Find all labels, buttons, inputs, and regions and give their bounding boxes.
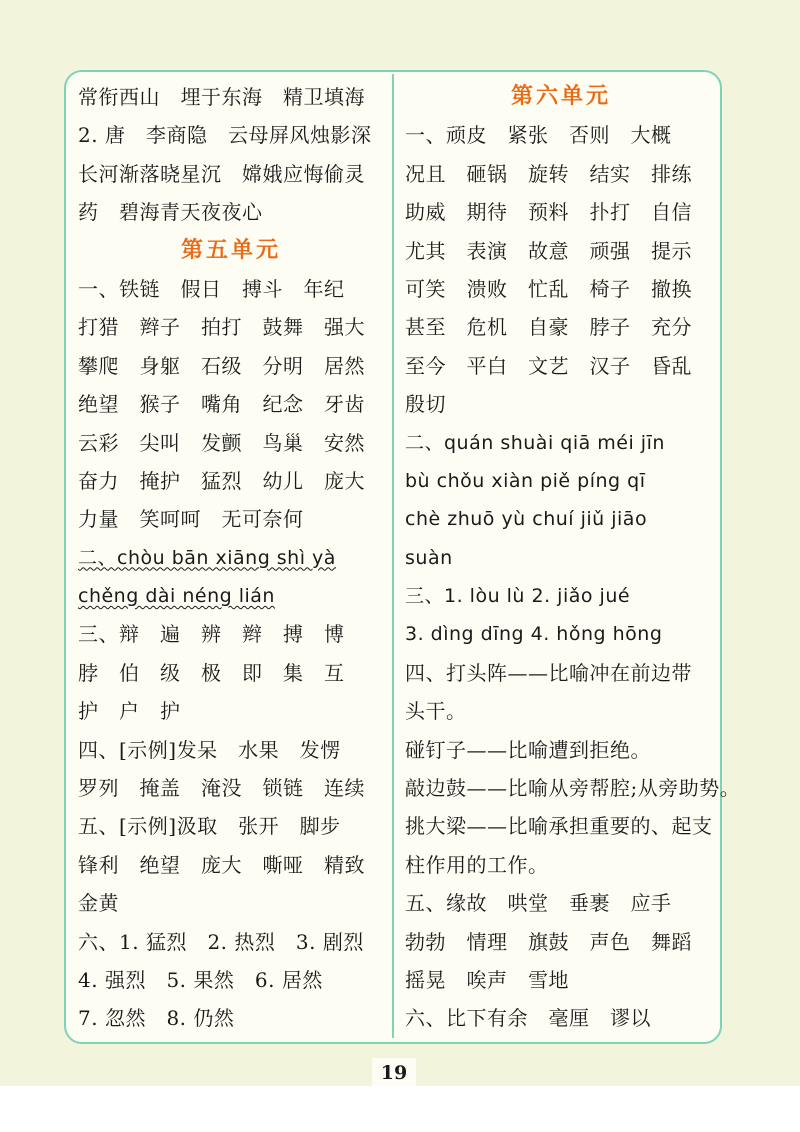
answer-line: 挑大梁——比喻承担重要的、起支 bbox=[405, 814, 713, 839]
pinyin-line bbox=[78, 539, 384, 577]
unit-heading: 第五单元 bbox=[180, 237, 281, 263]
answer-line: 脖 伯 级 极 即 集 互 bbox=[78, 660, 345, 685]
pinyin-line: suàn bbox=[405, 546, 453, 569]
answer-line: 2. 唐 李商隐 云母屏风烛影深 bbox=[78, 123, 372, 148]
answer-line: 头干。 bbox=[405, 699, 467, 724]
pinyin-line: 三、1. lòu lù 2. jiǎo jué bbox=[405, 585, 631, 608]
answer-line: 一、铁链 假日 搏斗 年纪 bbox=[78, 276, 345, 301]
answer-line: 况且 砸锅 旋转 结实 排练 bbox=[405, 161, 692, 186]
pinyin-line: chè zhuō yù chuí jiǔ jiāo bbox=[405, 508, 648, 531]
answer-line: 勃勃 情理 旗鼓 声色 舞蹈 bbox=[405, 929, 692, 954]
answer-line: 至今 平白 文艺 汉子 昏乱 bbox=[405, 353, 692, 378]
answer-line: 云彩 尖叫 发颤 鸟巢 安然 bbox=[78, 430, 365, 455]
unit-heading: 第六单元 bbox=[510, 84, 611, 109]
answer-line: 尤其 表演 故意 顽强 提示 bbox=[405, 238, 692, 263]
answer-line: 金黄 bbox=[78, 891, 119, 916]
answer-line: 常衔西山 埋于东海 精卫填海 bbox=[78, 85, 365, 109]
answer-line: 摇晃 唉声 雪地 bbox=[405, 967, 569, 992]
answer-line: 长河渐落晓星沉 嫦娥应悔偷灵 bbox=[78, 161, 365, 186]
pinyin-line: 二、quán shuài qiā méi jīn bbox=[405, 431, 665, 454]
answer-line: 力量 笑呵呵 无可奈何 bbox=[78, 507, 304, 532]
left-column bbox=[78, 78, 384, 1038]
pinyin-line: bù chǒu xiàn piě píng qī bbox=[405, 469, 646, 492]
answer-line: 护 户 护 bbox=[78, 699, 181, 724]
pinyin-line: 3. dìng dīng 4. hǒng hōng bbox=[405, 623, 663, 646]
answer-line: 药 碧海青天夜夜心 bbox=[78, 200, 263, 225]
answer-line: 罗列 掩盖 淹没 锁链 连续 bbox=[78, 776, 365, 801]
answer-line: 三、辩 遍 辨 辫 搏 博 bbox=[78, 622, 345, 647]
answer-line: 攀爬 身躯 石级 分明 居然 bbox=[78, 353, 365, 378]
answer-line: 一、顽皮 紧张 否则 大概 bbox=[405, 123, 672, 148]
answer-line: 奋力 掩护 猛烈 幼儿 庞大 bbox=[78, 468, 365, 493]
answer-line: 7. 忽然 8. 仍然 bbox=[78, 1006, 235, 1031]
pinyin-line bbox=[78, 577, 384, 615]
answer-line: 四、打头阵——比喻冲在前边带 bbox=[405, 660, 692, 685]
answer-line: 柱作用的工作。 bbox=[405, 852, 549, 877]
answer-line: 六、1. 猛烈 2. 热烈 3. 剧烈 bbox=[78, 929, 364, 954]
answer-line: 四、[示例]发呆 水果 发愣 bbox=[78, 737, 341, 762]
right-column bbox=[405, 78, 741, 1038]
answer-line: 碰钉子——比喻遭到拒绝。 bbox=[405, 737, 651, 762]
answer-line: 绝望 猴子 嘴角 纪念 牙齿 bbox=[78, 392, 365, 417]
answer-line: 4. 强烈 5. 果然 6. 居然 bbox=[78, 967, 323, 992]
answer-line: 殷切 bbox=[405, 392, 446, 417]
wavy-pinyin: 二、chòu bān xiāng shì yà bbox=[78, 546, 336, 569]
answer-line: 甚至 危机 自豪 脖子 充分 bbox=[405, 315, 692, 340]
answer-line: 助威 期待 预料 扑打 自信 bbox=[405, 200, 692, 225]
answer-line: 打猎 辫子 拍打 鼓舞 强大 bbox=[78, 315, 365, 340]
answer-line: 五、缘故 哄堂 垂裹 应手 bbox=[405, 891, 672, 916]
wavy-pinyin: chěng dài néng lián bbox=[78, 585, 275, 608]
answer-line: 五、[示例]汲取 张开 脚步 bbox=[78, 814, 341, 839]
column-divider bbox=[392, 74, 394, 1038]
page-number: 19 bbox=[372, 1058, 416, 1086]
answer-line: 敲边鼓——比喻从旁帮腔;从旁助势。 bbox=[405, 776, 741, 801]
answer-line: 可笑 溃败 忙乱 椅子 撤换 bbox=[405, 276, 692, 301]
answer-line: 锋利 绝望 庞大 嘶哑 精致 bbox=[78, 852, 365, 877]
page-footer bbox=[0, 1086, 800, 1132]
answer-line: 六、比下有余 毫厘 谬以 bbox=[405, 1006, 651, 1031]
